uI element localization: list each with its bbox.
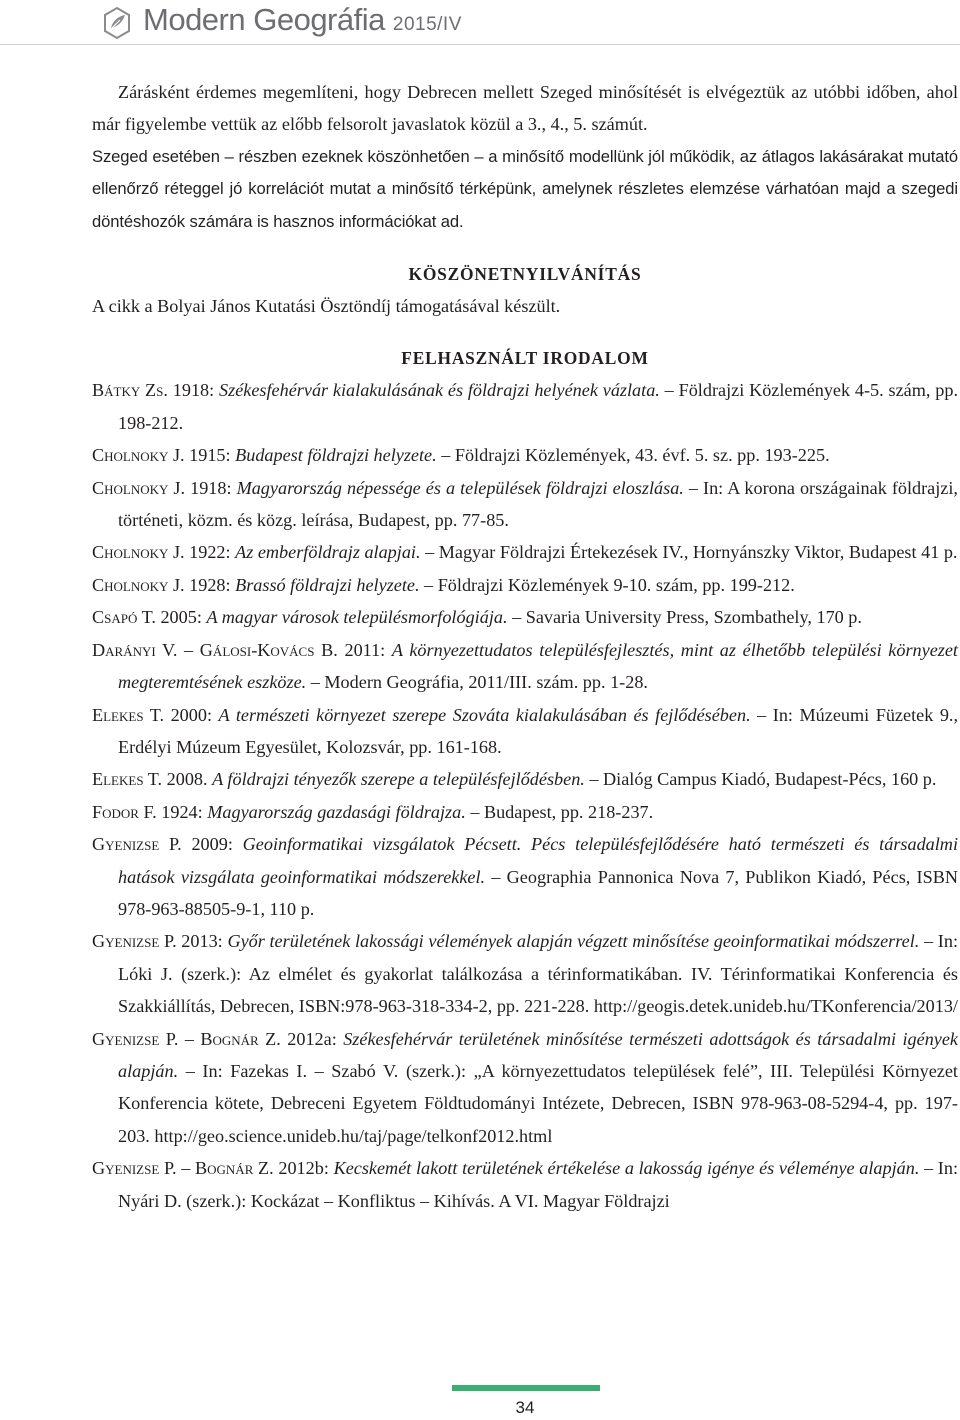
reference-author: Elekes T. (92, 704, 165, 725)
reference-year: 2009: (181, 834, 243, 855)
reference-year: 1924: (156, 801, 208, 822)
reference-item (92, 634, 958, 699)
reference-year: 2005: (155, 607, 207, 628)
reference-author: Darányi V. – Gálosi-Kovács B. (92, 639, 338, 660)
reference-title: Kecskemét lakott területének értékelése a lakosság igénye és véleménye alapján. (333, 1158, 920, 1179)
reference-item (92, 699, 958, 764)
reference-year: 2012a: (280, 1028, 344, 1049)
reference-author: Cholnoky J. (92, 542, 185, 563)
reference-details: – Savaria University Press, Szombathely, 170 p. (507, 607, 862, 628)
page-header (0, 0, 960, 48)
reference-author: Gyenizse P. – Bognár Z. (92, 1158, 274, 1179)
reference-details: – Dialóg Campus Kiadó, Budapest-Pécs, 160 p. (584, 769, 937, 790)
reference-title: Az emberföldrajz alapjai. (235, 542, 421, 563)
reference-title: Székesfehérvár kialakulásának és földrajzi helyének vázlata. (219, 380, 660, 401)
journal-title (143, 2, 462, 38)
reference-year: 2011: (337, 639, 392, 660)
reference-details: – Földrajzi Közlemények, 43. évf. 5. sz. pp. 193-225. (436, 445, 830, 466)
reference-author: Csapó T. (92, 607, 156, 628)
reference-details: – Földrajzi Közlemények 9-10. szám, pp. 199-212. (419, 574, 795, 595)
reference-item (92, 601, 958, 633)
reference-details: – In: Múzeumi Füzetek 9., Erdélyi Múzeum Egyesület, Kolozsvár, pp. 161-168. (118, 704, 959, 757)
article-body (92, 76, 958, 1217)
reference-year: 1928: (184, 574, 236, 595)
reference-details: – In: Fazekas I. – Szabó V. (szerk.): „A környezettudatos települések felé”, III. Települési Környezet Konferencia kötete, Debreceni Egyetem Földtudományi Intézete, Debrecen, ISBN 978-963-08-5294-4, pp. 197-203. http://geo.science.unideb.hu/taj/page/telkonf2012.html (118, 1060, 958, 1146)
reference-item (92, 374, 958, 439)
reference-year: 2000: (164, 704, 219, 725)
reference-title: Győr területének lakossági vélemények alapján végzett minősítése geoinformatikai módszerrel. (227, 931, 920, 952)
reference-title: Magyarország népessége és a települések földrajzi eloszlása. (236, 477, 684, 498)
footer-accent-bar (452, 1385, 600, 1391)
reference-title: Geoinformatikai vizsgálatok Pécsett. Pécs településfejlődésére ható természeti és társadalmi hatások vizsgálata geoinformatikai módszerekkel. (118, 834, 958, 887)
reference-item (92, 536, 958, 568)
references-heading: FELHASZNÁLT IRODALOM (401, 348, 649, 369)
reference-year: 1918: (167, 380, 220, 401)
journal-name: Modern Geográfia (143, 2, 385, 37)
reference-title: A földrajzi tényezők szerepe a településfejlődésben. (212, 769, 585, 790)
intro-paragraph-1: Zárásként érdemes megemlíteni, hogy Debrecen mellett Szeged minősítését is elvégeztük az utóbbi időben, ahol már figyelembe vettük az előbb felsorolt javaslatok közül a 3., 4., 5. számút. (92, 82, 958, 135)
reference-item (92, 1152, 958, 1217)
reference-details: – Magyar Földrajzi Értekezések IV., Hornyánszky Viktor, Budapest 41 p. (420, 542, 958, 563)
reference-item (92, 439, 958, 471)
reference-details: – Modern Geográfia, 2011/III. szám. pp. 1-28. (306, 672, 648, 693)
reference-title: A magyar városok településmorfológiája. (206, 607, 508, 628)
reference-year: 2008. (162, 769, 213, 790)
reference-title: A természeti környezet szerepe Szováta kialakulásában és fejlődésében. (218, 704, 751, 725)
header-rule (0, 44, 960, 45)
reference-item (92, 472, 958, 537)
journal-issue: 2015/IV (392, 14, 462, 35)
reference-item (92, 796, 958, 828)
reference-details: – Földrajzi Közlemények 4-5. szám, pp. 198-212. (118, 380, 958, 433)
references-list (92, 374, 958, 1217)
reference-item (92, 569, 958, 601)
acknowledgement-text: A cikk a Bolyai János Kutatási Ösztöndíj támogatásával készült. (92, 296, 561, 317)
intro-paragraph-2: Szeged esetében – részben ezeknek köszönhetően – a minősítő modellünk jól működik, az átlagos lakásárakat mutató ellenőrző réteggel jó korrelációt mutat a minősítő térképünk, amelynek részletes elemzése várhatóan majd a szegedi döntéshozók számára is hasznos információkat ad. (92, 146, 958, 231)
reference-title: Brassó földrajzi helyzete. (235, 574, 420, 595)
reference-details: – In: Lóki J. (szerk.): Az elmélet és gyakorlat találkozása a térinformatikában. IV. Térinformatikai Konferencia és Szakkiállítás, Debrecen, ISBN:978-963-318-334-2, pp. 221-228. http://geogis.detek.unideb.hu/TKonferencia/2013/ (118, 931, 958, 1017)
reference-item (92, 925, 958, 1022)
reference-title: Budapest földrajzi helyzete. (235, 445, 437, 466)
reference-author: Gyenizse P. – Bognár Z. (92, 1028, 281, 1049)
reference-item (92, 828, 958, 925)
reference-year: 2013: (176, 931, 228, 952)
reference-author: Gyenizse P. (92, 931, 177, 952)
reference-author: Cholnoky J. (92, 574, 185, 595)
reference-title: A környezettudatos településfejlesztés, mint az élhetőbb települési környezet megteremtésének eszköze. (118, 639, 958, 693)
reference-year: 2012b: (273, 1158, 334, 1179)
reference-title: Magyarország gazdasági földrajza. (207, 801, 466, 822)
reference-author: Gyenizse P. (92, 834, 182, 855)
reference-details: – In: A korona országainak földrajzi, történeti, közm. és közg. leírása, Budapest, pp. 77-85. (118, 477, 958, 531)
reference-year: 1918: (185, 477, 237, 498)
reference-author: Bátky Zs. (92, 380, 168, 401)
reference-year: 1922: (184, 542, 236, 563)
journal-logo-icon (102, 6, 132, 40)
page-number: 34 (515, 1398, 535, 1417)
acknowledgement-heading: KÖSZÖNETNYILVÁNÍTÁS (408, 264, 642, 285)
reference-author: Cholnoky J. (92, 477, 186, 498)
reference-title: Székesfehérvár területének minősítése természeti adottságok és társadalmi igények alapján. (118, 1028, 959, 1081)
reference-details: – Geographia Pannonica Nova 7, Publikon Kiadó, Pécs, ISBN 978-963-88505-9-1, 110 p. (118, 866, 958, 919)
reference-author: Fodor F. (92, 801, 157, 822)
reference-details: – In: Nyári D. (szerk.): Kockázat – Konfliktus – Kihívás. A VI. Magyar Földrajzi (118, 1158, 959, 1211)
reference-author: Elekes T. (92, 769, 163, 790)
reference-item (92, 763, 958, 795)
reference-details: – Budapest, pp. 218-237. (465, 801, 654, 822)
reference-item (92, 1023, 958, 1153)
reference-year: 1915: (184, 445, 236, 466)
reference-author: Cholnoky J. (92, 445, 185, 466)
